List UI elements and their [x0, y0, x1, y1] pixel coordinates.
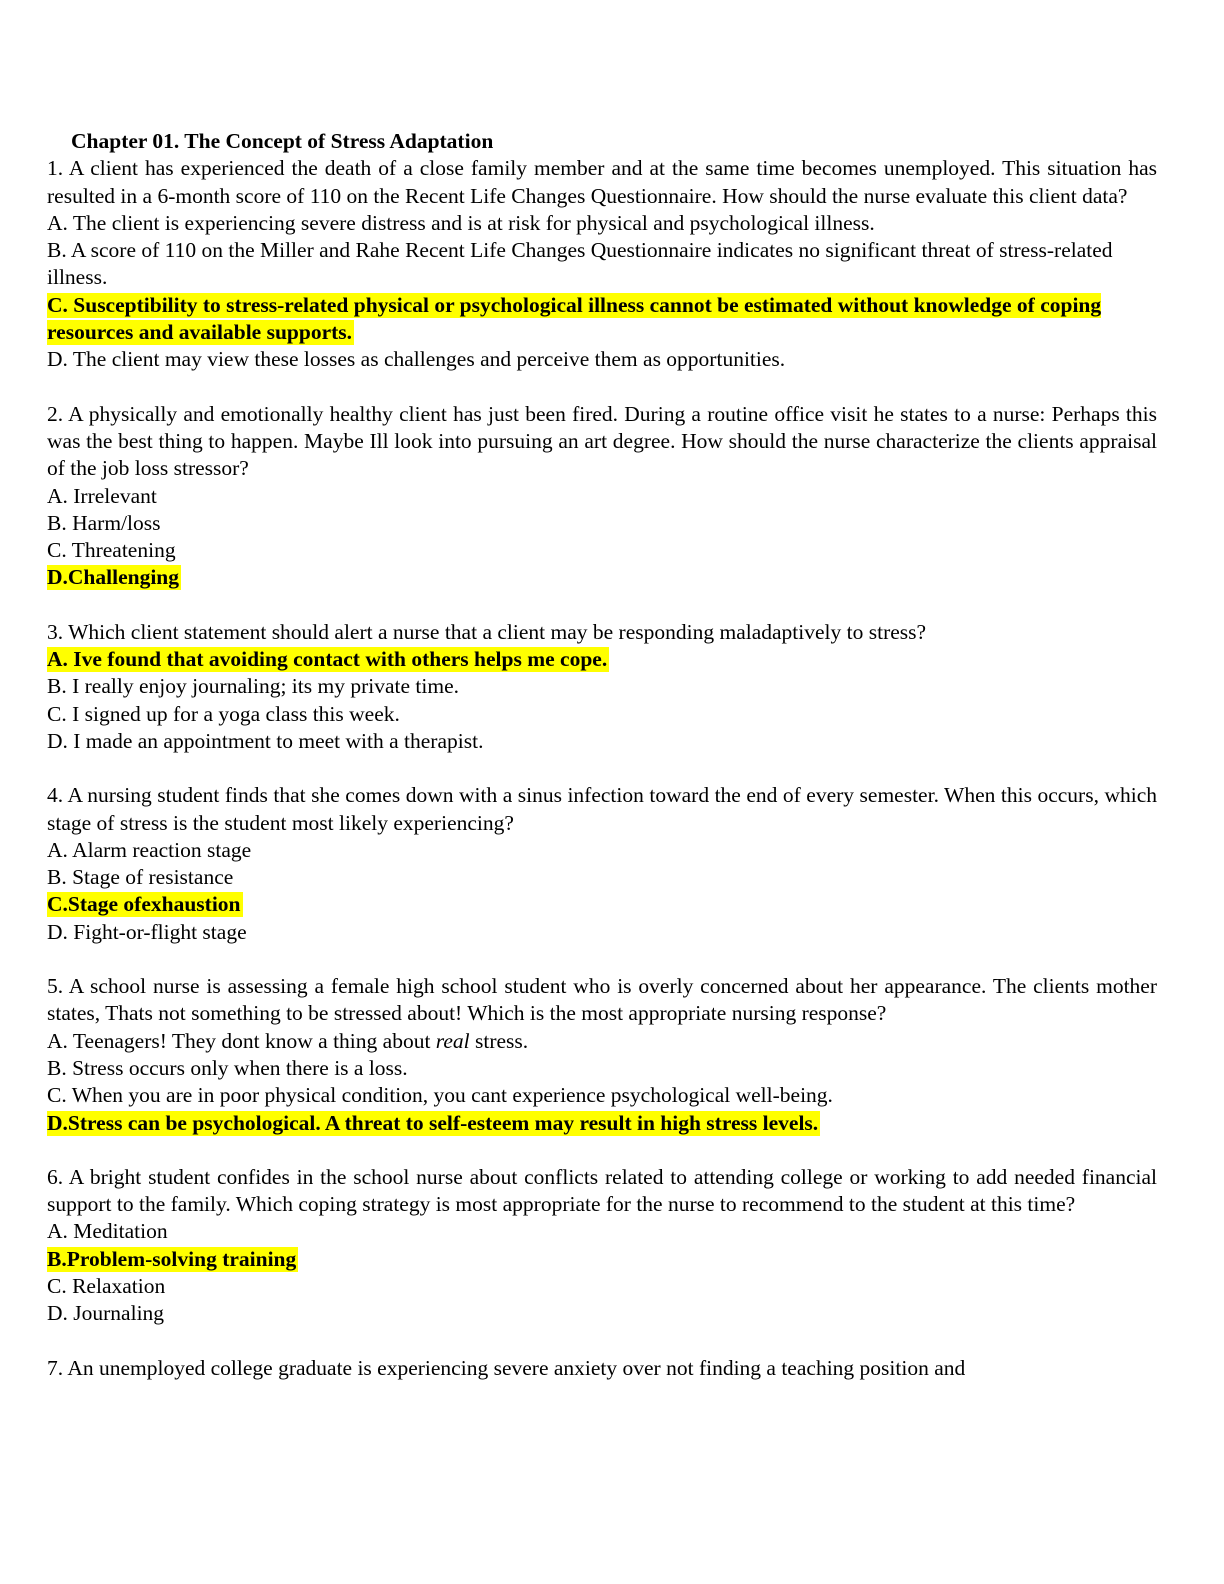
question-block	[47, 1355, 1157, 1382]
answer-option	[47, 1218, 1157, 1245]
answer-option	[47, 1028, 1157, 1055]
question-stem: 2. A physically and emotionally healthy client has just been fired. During a routine office visit he states to a nurse: Perhaps this was the best thing to happen. Maybe Ill look into pursuing an art degree. How should the nurse characterize the clients appraisal of the job loss stressor?	[47, 401, 1157, 481]
answer-option	[47, 237, 1157, 292]
question-block	[47, 155, 1157, 373]
answer-option	[47, 1300, 1157, 1327]
answer-text: A. Alarm reaction stage	[47, 837, 252, 862]
highlighted-answer-text: B.Problem-solving training	[47, 1246, 297, 1271]
answer-option	[47, 346, 1157, 373]
answer-option	[47, 919, 1157, 946]
question-block	[47, 1164, 1157, 1328]
answer-text: D. Fight-or-flight stage	[47, 919, 247, 944]
answer-option	[47, 210, 1157, 237]
question-stem: 4. A nursing student finds that she comes down with a sinus infection toward the end of every semester. When this occurs, which stage of stress is the student most likely experiencing?	[47, 783, 1157, 835]
question-stem: 6. A bright student confides in the school nurse about conflicts related to attending college or working to add needed financial support to the family. Which coping strategy is most appropriate for the nurse to recommend to the student at this time?	[47, 1164, 1157, 1217]
question-stem: 1. A client has experienced the death of a close family member and at the same time becomes unemployed. This situation has resulted in a 6-month score of 110 on the Recent Life Changes Questionnaire. How should the nurse evaluate this client data?	[47, 156, 1157, 208]
answer-option	[47, 673, 1157, 700]
answer-option-correct	[47, 1110, 1157, 1137]
answer-text: D. I made an appointment to meet with a therapist.	[47, 728, 484, 753]
answer-text: A. Irrelevant	[47, 483, 157, 508]
answer-option	[47, 483, 1157, 510]
answer-text: A. Teenagers! They dont know a thing about real stress.	[47, 1028, 529, 1053]
answer-text: B. I really enjoy journaling; its my private time.	[47, 674, 459, 699]
answer-text: C. Relaxation	[47, 1273, 166, 1298]
answer-text: B. Stage of resistance	[47, 865, 234, 890]
highlighted-answer-text: D.Challenging	[47, 565, 180, 590]
question-stem: 5. A school nurse is assessing a female high school student who is overly concerned about her appearance. The clients mother states, Thats not something to be stressed about! Which is the most appropriate nursing response?	[47, 974, 1157, 1026]
answer-text: D. Journaling	[47, 1301, 165, 1326]
highlighted-answer-text: C. Susceptibility to stress-related physical or psychological illness cannot be estimated without knowledge of coping resources and available supports.	[47, 292, 1102, 345]
answer-option-correct	[47, 1246, 1157, 1273]
answer-option	[47, 510, 1157, 537]
answer-text: C. I signed up for a yoga class this week.	[47, 701, 400, 726]
answer-option-correct	[47, 564, 1157, 591]
question-stem: 7. An unemployed college graduate is experiencing severe anxiety over not finding a teaching position and	[47, 1355, 966, 1380]
answer-option	[47, 837, 1157, 864]
answer-text: C. Threatening	[47, 538, 176, 563]
answer-text: A. The client is experiencing severe distress and is at risk for physical and psychological illness.	[47, 210, 875, 235]
answer-text: D. The client may view these losses as challenges and perceive them as opportunities.	[47, 347, 786, 372]
question-list	[47, 155, 1157, 1382]
answer-option-correct	[47, 292, 1157, 347]
answer-text: A. Meditation	[47, 1219, 168, 1244]
answer-option-correct	[47, 891, 1157, 918]
answer-option	[47, 1055, 1157, 1082]
question-block	[47, 782, 1157, 946]
answer-option	[47, 537, 1157, 564]
question-block	[47, 619, 1157, 755]
answer-text: B. Stress occurs only when there is a loss.	[47, 1055, 408, 1080]
question-block	[47, 973, 1157, 1137]
answer-text: B. Harm/loss	[47, 510, 161, 535]
answer-option	[47, 864, 1157, 891]
question-block	[47, 401, 1157, 592]
answer-text: B. A score of 110 on the Miller and Rahe Recent Life Changes Questionnaire indicates no significant threat of stress-related illness.	[47, 238, 1113, 290]
highlighted-answer-text: D.Stress can be psychological. A threat to self-esteem may result in high stress levels.	[47, 1110, 819, 1135]
highlighted-answer-text: A. Ive found that avoiding contact with others helps me cope.	[47, 647, 608, 672]
document-page	[47, 128, 1157, 1382]
answer-option	[47, 728, 1157, 755]
answer-option	[47, 1082, 1157, 1109]
question-stem: 3. Which client statement should alert a nurse that a client may be responding maladaptively to stress?	[47, 619, 927, 644]
answer-option-correct	[47, 646, 1157, 673]
answer-text: C. When you are in poor physical condition, you cant experience psychological well-being.	[47, 1083, 833, 1108]
chapter-title: Chapter 01. The Concept of Stress Adaptation	[71, 129, 494, 153]
answer-option	[47, 701, 1157, 728]
highlighted-answer-text: C.Stage ofexhaustion	[47, 892, 241, 917]
answer-option	[47, 1273, 1157, 1300]
